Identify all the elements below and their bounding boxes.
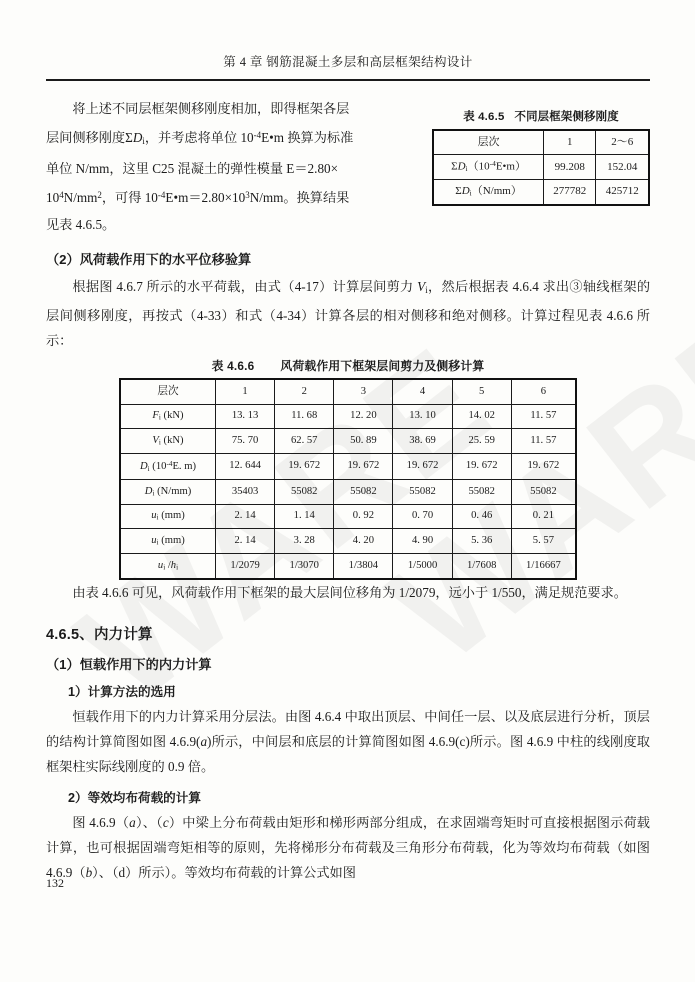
table-cell: 3. 28 [275,529,334,554]
table-cell: 19. 672 [275,454,334,480]
row-label: $u_i$ (mm) [120,504,216,529]
paragraph-line: 见表 4.6.5。 [46,217,116,233]
table-cell: 6 [511,379,576,404]
table-cell: 19. 672 [334,454,393,480]
table-cell: 25. 59 [452,429,511,454]
row-label: $F_i$ (kN) [120,404,216,429]
heading-method-selection: 1）计算方法的选用 [68,684,176,699]
table-cell: 2～6 [596,130,649,155]
table-cell: 1. 14 [275,504,334,529]
table-cell: 75. 70 [216,429,275,454]
table-cell: 55082 [334,480,393,505]
page-content [46,96,650,887]
paragraph-line: 单位 N/mm，这里 C25 混凝土的弹性模量 E＝2.80× [46,161,339,176]
table-465-caption-number: 表 4.6.5 [463,111,505,123]
table-cell: 1 [216,379,275,404]
table-row [120,379,576,404]
table-cell: 4 [393,379,452,404]
table-466-caption-title: 风荷载作用下框架层间剪力及侧移计算 [280,359,485,373]
table-row [433,155,649,180]
table-cell: 2. 14 [216,504,275,529]
table-row [120,404,576,429]
heading-equivalent-load: 2）等效均布荷载的计算 [68,790,201,805]
header-divider [46,79,650,81]
table-cell: 11. 68 [275,404,334,429]
heading-internal-force: 4.6.5、内力计算 [46,626,153,643]
table-cell: 11. 57 [511,429,576,454]
row-label: $V_i$ (kN) [120,429,216,454]
table-cell: $\Sigma D_i(N/mm)$ [433,180,544,205]
table-cell: 4. 90 [393,529,452,554]
row-label: $D_i$ (N/mm) [120,480,216,505]
table-cell: 0. 21 [511,504,576,529]
row-label: $u_i$ (mm) [120,529,216,554]
table-cell: 1/2079 [216,554,275,579]
table-cell: 1 [544,130,596,155]
table-cell: 55082 [275,480,334,505]
intro-paragraph [46,96,406,239]
table-cell: 11. 57 [511,404,576,429]
table-cell: 4. 20 [334,529,393,554]
table-cell: 3 [334,379,393,404]
paragraph-method: 恒载作用下的内力计算采用分层法。由图 4.6.4 中取出顶层、中间任一层、以及底层进行分析，顶层的结构计算简图如图 4.6.9(a)所示，中间层和底层的计算简图如图 4.6.9(c)所示。图 4.6.9 中柱的线刚度取框架柱实际线刚度的 0.9 倍。 [46,708,650,774]
table-cell: 5 [452,379,511,404]
heading-dead-load: （1）恒载作用下的内力计算 [46,656,212,672]
table-cell: 55082 [393,480,452,505]
table-cell: 50. 89 [334,429,393,454]
table-cell: 38. 69 [393,429,452,454]
table-row [433,130,649,155]
table-cell: 62. 57 [275,429,334,454]
table-cell: 13. 13 [216,404,275,429]
table-cell: 2. 14 [216,529,275,554]
table-row [120,454,576,480]
table-cell: 19. 672 [393,454,452,480]
row-label: $D_i$ ($10^{-4}E$. m) [120,454,216,480]
paragraph-equivalent-load: 图 4.6.9（a）、（c）中梁上分布荷载由矩形和梯形两部分组成，在求固端弯矩时可直接根据图示荷载计算，也可根据固端弯矩相等的原则，先将梯形分布荷载及三角形分布荷载，化为等效均布荷载（如图 4.6.9（b）、（d）所示）。等效均布荷载的计算公式如图 [46,814,650,880]
table-465-caption [432,108,650,124]
table-cell: 12. 644 [216,454,275,480]
table-cell: 1/3804 [334,554,393,579]
table-cell: 1/5000 [393,554,452,579]
table-cell: $\Sigma D_i(10^{-4}E•m)$ [433,155,544,180]
table-cell: 19. 672 [452,454,511,480]
table-466-caption [119,357,577,374]
table-cell: 55082 [511,480,576,505]
row-label: 层次 [120,379,216,404]
paragraph-wind-method: 根据图 4.6.7 所示的水平荷载，由式（4-17）计算层间剪力 $V_i$，然后根据表 4.6.4 求出③轴线框架的层间侧移刚度，再按式（4-33）和式（4-34）计算各层的相对侧移和绝对侧移。计算过程见表 4.6.6 所示： [46,279,651,348]
table-cell: 13. 10 [393,404,452,429]
table-cell: 5. 57 [511,529,576,554]
table-cell: 277782 [544,180,596,205]
table-cell: 425712 [596,180,649,205]
table-cell: 152.04 [596,155,649,180]
paragraph-line: 层间侧移刚度$\Sigma D_i$，并考虑将单位 $10^{-4}E•m$ 换算为标准 [46,130,354,146]
table-cell: 35403 [216,480,275,505]
table-cell: 2 [275,379,334,404]
table-466-caption-number: 表 4.6.6 [211,359,255,373]
table-465-caption-title: 不同层框架侧移刚度 [514,111,619,123]
heading-wind-displacement: （2）风荷载作用下的水平位移验算 [46,252,252,268]
table-465-container [432,108,650,206]
page-header: 第 4 章 钢筋混凝土多层和高层框架结构设计 [223,55,473,69]
table-cell: 1/3070 [275,554,334,579]
table-466 [119,378,577,580]
paragraph-conclusion: 由表 4.6.6 可见，风荷载作用下框架的最大层间位移角为 1/2079，远小于 1/550，满足规范要求。 [72,584,627,600]
table-466-container [119,357,577,580]
table-465 [432,129,650,206]
paragraph-line: $10^4N/mm^2$，可得 $10^{-4}E•m=2.80\times 10^3N/mm$。换算结果 [46,190,350,206]
table-row [120,504,576,529]
row-label: $u_i$ $/h_i$ [120,554,216,579]
table-row [120,480,576,505]
table-cell: 0. 46 [452,504,511,529]
table-row [433,180,649,205]
table-row [120,554,576,579]
table-cell: 0. 70 [393,504,452,529]
table-cell: 19. 672 [511,454,576,480]
table-cell: 1/7608 [452,554,511,579]
table-cell: 5. 36 [452,529,511,554]
table-cell: 层次 [433,130,544,155]
table-cell: 55082 [452,480,511,505]
table-cell: 14. 02 [452,404,511,429]
intro-section [46,96,650,239]
page-number: 132 [46,876,64,890]
table-cell: 99.208 [544,155,596,180]
table-row [120,429,576,454]
paragraph-line: 将上述不同层框架侧移刚度相加，即得框架各层 [72,101,350,116]
table-cell: 1/16667 [511,554,576,579]
table-row [120,529,576,554]
table-cell: 12. 20 [334,404,393,429]
table-cell: 0. 92 [334,504,393,529]
